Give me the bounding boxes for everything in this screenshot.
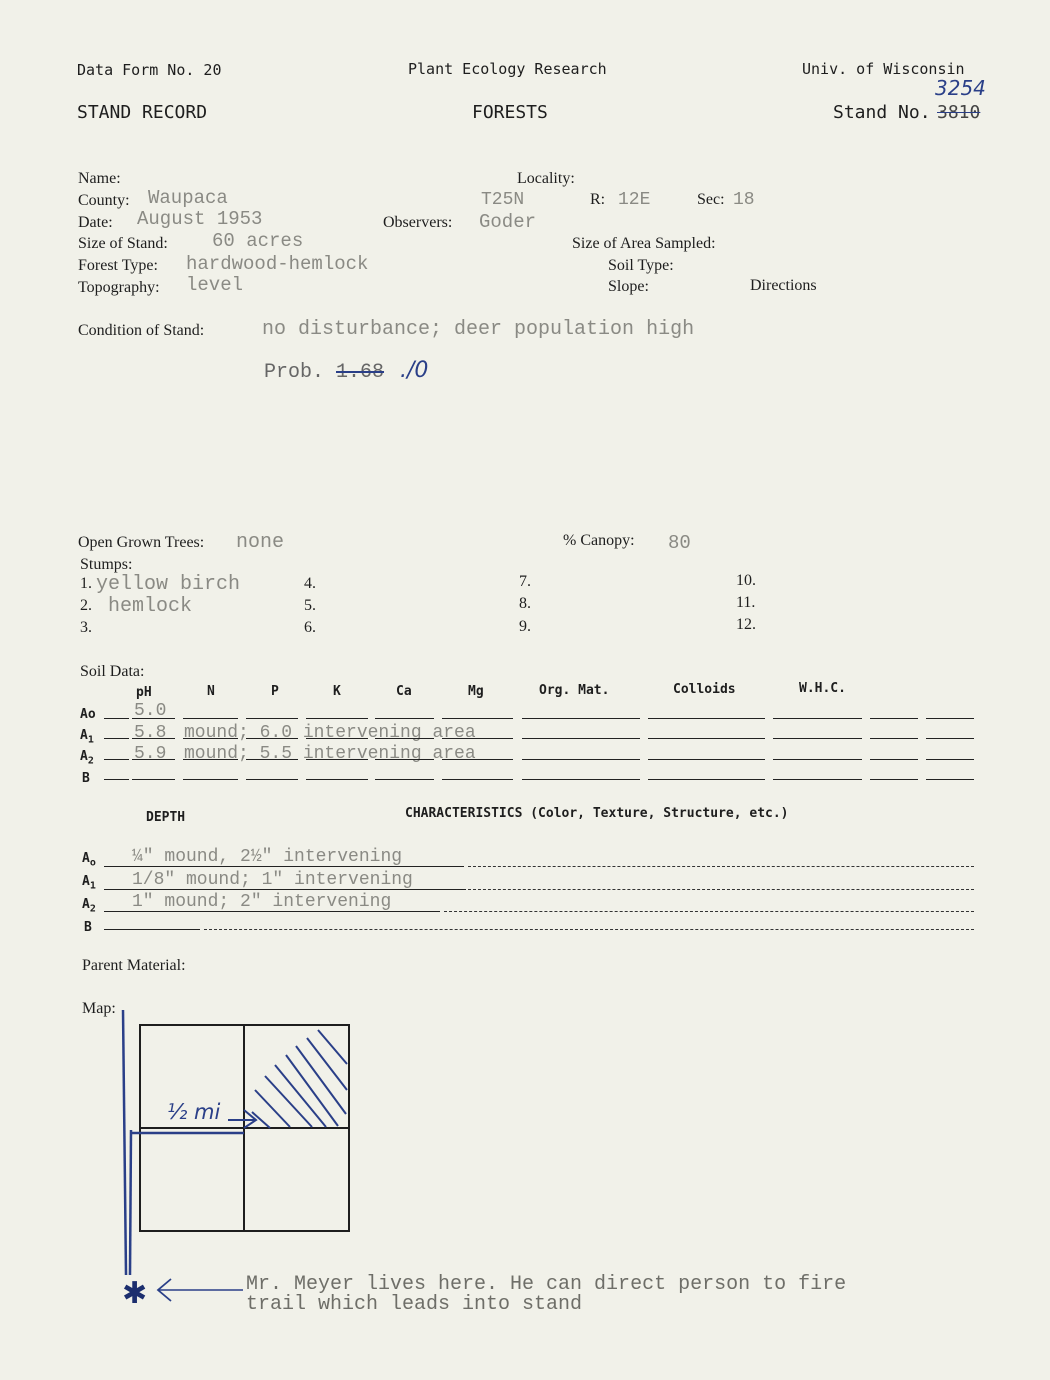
soil-table-rule: [246, 738, 298, 739]
soil-table-rule: [306, 759, 368, 760]
soil-table-rule: [773, 779, 862, 780]
stump-number: 12.: [736, 616, 756, 633]
open-grown-trees-value: none: [236, 531, 285, 554]
date-label: Date:: [78, 214, 113, 231]
condition-value: no disturbance; deer population high: [262, 318, 695, 341]
soil-table-rule: [926, 779, 974, 780]
name-label: Name:: [78, 170, 121, 187]
characteristics-label: CHARACTERISTICS (Color, Texture, Structure, etc.): [405, 806, 789, 821]
soil-column-header: Org. Mat.: [539, 683, 610, 698]
stump-number: 2.: [80, 597, 92, 614]
observers-label: Observers:: [383, 214, 453, 231]
soil-table-rule: [183, 738, 238, 739]
topography-label: Topography:: [78, 279, 160, 296]
stump-number: 8.: [519, 595, 531, 612]
map-note-line-2: trail which leads into stand: [246, 1293, 583, 1316]
soil-table-rule: [306, 718, 368, 719]
record-title: STAND RECORD: [77, 102, 208, 123]
locality-label: Locality:: [517, 170, 575, 187]
soil-table-rule: [246, 759, 298, 760]
soil-table-rule: [104, 779, 129, 780]
soil-note: mound; 6.0 intervening area: [184, 723, 476, 743]
parent-material-label: Parent Material:: [82, 957, 186, 974]
slope-label: Slope:: [608, 278, 649, 295]
township-value: T25N: [481, 190, 525, 210]
soil-table-rule: [375, 759, 434, 760]
soil-table-rule: [522, 738, 640, 739]
soil-table-rule: [648, 738, 765, 739]
map-note-line-1: Mr. Meyer lives here. He can direct person to fire: [246, 1273, 847, 1296]
area-sampled-label: Size of Area Sampled:: [572, 235, 716, 252]
soil-table-rule: [442, 738, 513, 739]
soil-column-header: pH: [136, 685, 152, 700]
soil-column-header: P: [271, 684, 279, 699]
depth-label: DEPTH: [146, 810, 186, 825]
depth-rule: [104, 911, 440, 912]
depth-rule: [104, 866, 464, 867]
prob-label: Prob.: [264, 361, 325, 384]
soil-table-rule: [375, 738, 434, 739]
map-label: Map:: [82, 1000, 116, 1017]
soil-table-rule: [870, 779, 918, 780]
depth-horizon-label: B: [84, 920, 92, 935]
forest-type-label: Forest Type:: [78, 257, 158, 274]
depth-rule: [104, 929, 200, 930]
map-scale-label: ½ mi: [167, 1100, 221, 1124]
soil-table-rule: [375, 779, 434, 780]
condition-label: Condition of Stand:: [78, 322, 205, 339]
county-label: County:: [78, 192, 130, 209]
soil-table-rule: [522, 759, 640, 760]
stump-value: hemlock: [108, 595, 193, 618]
soil-table-rule: [870, 738, 918, 739]
depth-dashed-rule: [468, 866, 974, 867]
depth-dashed-rule: [444, 911, 974, 912]
stump-number: 10.: [736, 572, 756, 589]
topography-value: level: [186, 274, 244, 296]
soil-table-rule: [648, 779, 765, 780]
stump-number: 3.: [80, 619, 92, 636]
observers-value: Goder: [479, 211, 537, 233]
stump-number: 1.: [80, 575, 92, 592]
prob-new-value: ./0: [400, 358, 429, 383]
soil-column-header: K: [333, 684, 341, 699]
open-grown-trees-label: Open Grown Trees:: [78, 534, 205, 551]
soil-horizon-label: $A_2$: [80, 749, 94, 767]
soil-ph-value: 5.0: [134, 701, 167, 721]
soil-column-header: N: [207, 684, 215, 699]
soil-table-rule: [183, 718, 238, 719]
organization: Plant Ecology Research: [408, 60, 607, 78]
depth-horizon-label: $A_2$: [82, 897, 96, 915]
county-value: Waupaca: [148, 187, 228, 209]
size-value: 60 acres: [212, 230, 304, 252]
soil-table-rule: [442, 779, 513, 780]
soil-horizon-label: Ao: [80, 707, 96, 722]
range-label: R:: [590, 191, 606, 208]
soil-table-rule: [522, 779, 640, 780]
sec-label: Sec:: [697, 191, 725, 208]
soil-table-rule: [648, 718, 765, 719]
soil-table-rule: [132, 779, 175, 780]
soil-table-rule: [132, 718, 175, 719]
soil-table-rule: [104, 718, 129, 719]
stand-number-handwritten: 3254: [935, 76, 986, 100]
soil-table-rule: [773, 759, 862, 760]
stump-number: 5.: [304, 597, 316, 614]
range-value: 12E: [618, 190, 651, 210]
pointer-arrow-icon: [153, 1276, 245, 1306]
soil-column-header: W.H.C.: [799, 681, 846, 696]
soil-data-label: Soil Data:: [80, 663, 145, 680]
soil-table-rule: [926, 759, 974, 760]
soil-table-rule: [183, 779, 238, 780]
location-map: [110, 1000, 370, 1310]
soil-type-label: Soil Type:: [608, 257, 674, 274]
soil-table-rule: [442, 718, 513, 719]
soil-table-rule: [132, 738, 175, 739]
stand-number-old: 3810: [937, 102, 981, 123]
soil-table-rule: [870, 759, 918, 760]
soil-table-rule: [773, 738, 862, 739]
forest-type-value: hardwood-hemlock: [186, 253, 369, 275]
soil-column-header: Colloids: [673, 682, 736, 697]
soil-table-rule: [104, 738, 129, 739]
prob-old-value: 1.68: [336, 361, 385, 384]
stump-number: 7.: [519, 573, 531, 590]
form-number: Data Form No. 20: [77, 61, 222, 79]
soil-table-rule: [183, 759, 238, 760]
soil-table-rule: [773, 718, 862, 719]
date-value: August 1953: [137, 208, 263, 230]
stump-number: 11.: [736, 594, 756, 611]
soil-table-rule: [246, 779, 298, 780]
soil-ph-value: 5.8: [134, 723, 167, 743]
directions-label: Directions: [750, 277, 817, 294]
soil-note: mound; 5.5 intervening area: [184, 744, 476, 764]
soil-horizon-label: $A_1$: [80, 728, 94, 746]
soil-table-rule: [442, 759, 513, 760]
canopy-label: % Canopy:: [563, 532, 635, 549]
stump-number: 9.: [519, 618, 531, 635]
soil-table-rule: [648, 759, 765, 760]
soil-table-rule: [522, 718, 640, 719]
soil-table-rule: [306, 779, 368, 780]
forests-title: FORESTS: [472, 102, 548, 123]
depth-dashed-rule: [468, 889, 974, 890]
stump-number: 4.: [304, 575, 316, 592]
depth-horizon-label: $A_o$: [82, 851, 96, 869]
depth-horizon-label: $A_1$: [82, 874, 96, 892]
soil-table-rule: [306, 738, 368, 739]
stump-number: 6.: [304, 619, 316, 636]
soil-column-header: Mg: [468, 684, 484, 699]
soil-table-rule: [104, 759, 129, 760]
soil-ph-value: 5.9: [134, 744, 167, 764]
soil-table-rule: [375, 718, 434, 719]
residence-asterisk-icon: ✱: [122, 1276, 148, 1311]
canopy-value: 80: [668, 532, 691, 554]
soil-table-rule: [132, 759, 175, 760]
depth-dashed-rule: [204, 929, 974, 930]
stand-hatching: [252, 1030, 347, 1128]
stumps-label: Stumps:: [80, 556, 133, 573]
soil-table-rule: [926, 718, 974, 719]
stand-number-label: Stand No.: [833, 102, 931, 123]
stump-value: yellow birch: [96, 573, 241, 596]
soil-table-rule: [246, 718, 298, 719]
soil-table-rule: [926, 738, 974, 739]
depth-text: ¼" mound, 2½" intervening: [132, 847, 403, 867]
soil-column-header: Ca: [396, 684, 412, 699]
size-label: Size of Stand:: [78, 235, 168, 252]
road-lines: [123, 1010, 244, 1275]
depth-text: 1/8" mound; 1" intervening: [132, 870, 413, 890]
depth-rule: [104, 889, 466, 890]
sec-value: 18: [733, 190, 755, 210]
university: Univ. of Wisconsin: [802, 60, 965, 78]
soil-table-rule: [870, 718, 918, 719]
soil-horizon-label: B: [82, 771, 90, 786]
depth-text: 1" mound; 2" intervening: [132, 892, 392, 912]
